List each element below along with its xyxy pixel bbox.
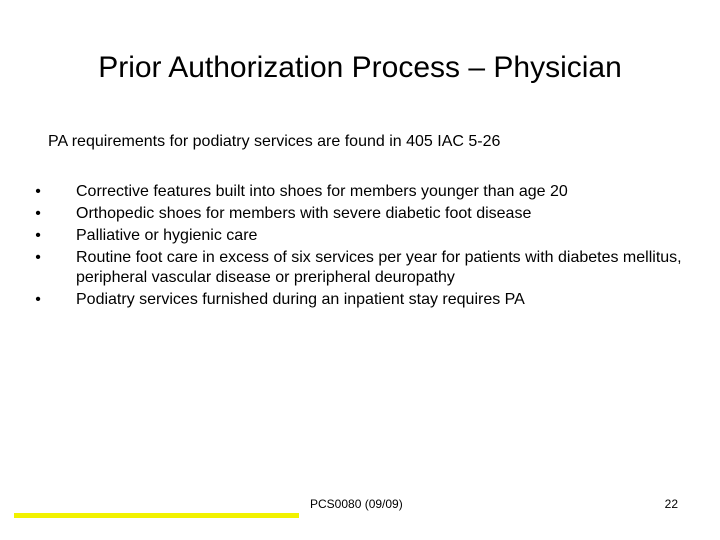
bullet-text: Routine foot care in excess of six services per year for patients with diabetes mellitus, peripheral vascular disease or preripheral deuropathy	[76, 249, 682, 286]
bullet-dot-icon: •	[35, 249, 41, 266]
bullet-item	[28, 182, 688, 202]
bullet-text: Palliative or hygienic care	[76, 227, 258, 244]
bullet-item	[28, 248, 688, 288]
slide-title: Prior Authorization Process – Physician	[98, 51, 622, 84]
bullet-dot-icon: •	[35, 183, 41, 200]
intro-text: PA requirements for podiatry services are found in 405 IAC 5-26	[48, 133, 501, 150]
bullet-item	[28, 204, 688, 224]
bullet-item	[28, 226, 688, 246]
bullet-list	[28, 182, 688, 312]
bullet-text: Podiatry services furnished during an inpatient stay requires PA	[76, 291, 525, 308]
footer-accent-bar	[14, 513, 299, 518]
footer-document-code: PCS0080 (09/09)	[310, 497, 403, 511]
bullet-dot-icon: •	[35, 205, 41, 222]
bullet-dot-icon: •	[35, 291, 41, 308]
bullet-text: Orthopedic shoes for members with severe diabetic foot disease	[76, 205, 532, 222]
bullet-dot-icon: •	[35, 227, 41, 244]
page-number: 22	[664, 497, 678, 511]
bullet-item	[28, 290, 688, 310]
bullet-text: Corrective features built into shoes for members younger than age 20	[76, 183, 568, 200]
